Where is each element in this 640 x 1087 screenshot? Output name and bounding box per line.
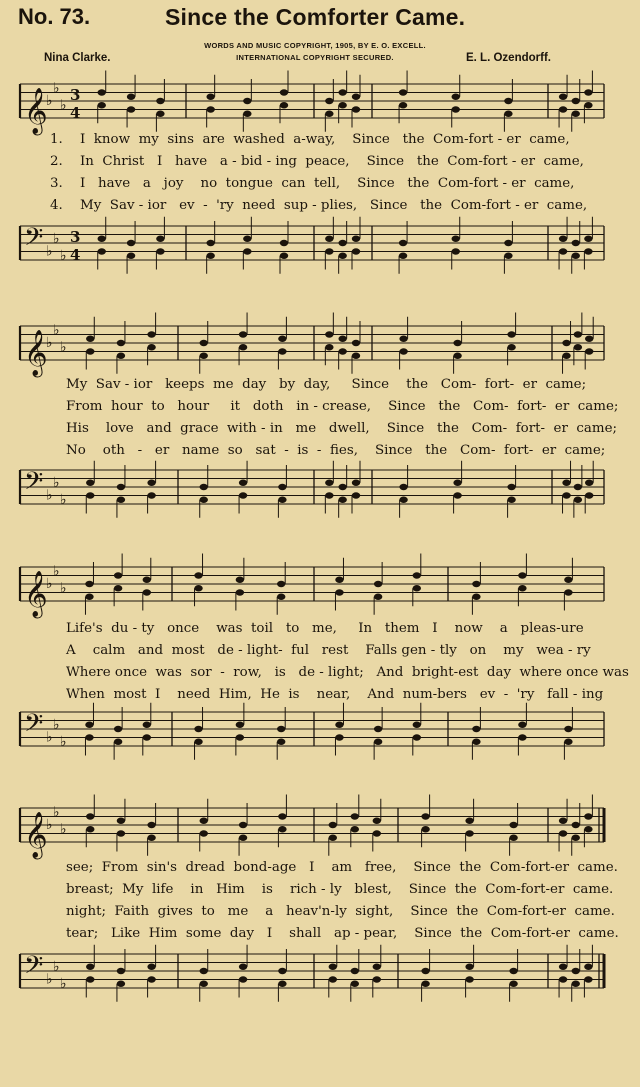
notehead (564, 726, 572, 732)
notehead (421, 968, 429, 974)
flat-icon: ♭ (46, 335, 53, 351)
notehead (114, 572, 122, 578)
notehead (559, 830, 567, 836)
notehead (85, 594, 93, 600)
notehead (143, 722, 151, 728)
notehead (278, 497, 286, 503)
notehead (509, 822, 517, 828)
notehead (584, 89, 592, 95)
verse-1-line-1: 1. I know my sins are washed a-way, Since the Com-fort - er came, (50, 132, 570, 147)
notehead (200, 981, 208, 987)
notehead (559, 236, 567, 242)
notehead (236, 577, 244, 583)
notehead (127, 94, 135, 100)
flat-icon: ♭ (60, 247, 67, 264)
notehead (509, 835, 517, 841)
notehead (143, 734, 151, 740)
notehead (98, 89, 106, 95)
notehead (143, 577, 151, 583)
notehead (206, 240, 214, 246)
notehead (147, 822, 155, 828)
notehead (465, 830, 473, 836)
notehead (373, 830, 381, 836)
notehead (507, 331, 515, 337)
notehead (147, 331, 155, 337)
notehead (200, 340, 208, 346)
notehead (352, 106, 360, 112)
verse-3-line-2: His love and grace with - in me dwell, Since the Com- fort- er came; (66, 421, 618, 436)
treble-clef-icon: 𝄞 (24, 88, 48, 134)
hymn-number: No. 73. (18, 4, 91, 29)
notehead (504, 111, 512, 117)
notehead (325, 111, 333, 117)
notehead (338, 89, 346, 95)
notehead (239, 344, 247, 350)
notehead (452, 248, 460, 254)
notehead (243, 98, 251, 104)
notehead (399, 497, 407, 503)
verse-3-line-4: night; Faith gives to me a heav'n-ly sight, Since the Com-fort-er came. (66, 904, 615, 919)
notehead (518, 722, 526, 728)
notehead (114, 726, 122, 732)
notehead (243, 111, 251, 117)
notehead (147, 976, 155, 982)
notehead (325, 480, 333, 486)
notehead (278, 813, 286, 819)
notehead (572, 835, 580, 841)
time-signature-bottom: 4 (70, 104, 81, 122)
verse-3-line-1: 3. I have a joy no tongue can tell, Since the Com-fort - er came, (50, 176, 575, 191)
notehead (117, 818, 125, 824)
notehead (399, 336, 407, 342)
notehead (329, 976, 337, 982)
notehead (352, 94, 360, 100)
notehead (421, 826, 429, 832)
notehead (351, 813, 359, 819)
time-signature-bottom: 4 (70, 246, 81, 264)
notehead (117, 968, 125, 974)
notehead (584, 976, 592, 982)
notehead (507, 344, 515, 350)
notehead (200, 818, 208, 824)
notehead (206, 253, 214, 259)
notehead (564, 577, 572, 583)
notehead (584, 102, 592, 108)
notehead (243, 248, 251, 254)
flat-icon: ♭ (60, 339, 67, 356)
notehead (338, 240, 346, 246)
notehead (584, 248, 592, 254)
notehead (325, 248, 333, 254)
notehead (559, 818, 567, 824)
flat-icon: ♭ (46, 93, 53, 109)
notehead (127, 240, 135, 246)
notehead (465, 976, 473, 982)
notehead (86, 976, 94, 982)
notehead (236, 589, 244, 595)
composer-credit: E. L. Ozendorff. (466, 52, 551, 64)
notehead (329, 822, 337, 828)
notehead (338, 497, 346, 503)
verse-2-line-4: breast; My life in Him is rich - ly blest, Since the Com-fort-er came. (66, 882, 614, 897)
flat-icon: ♭ (53, 716, 60, 733)
notehead (278, 826, 286, 832)
notehead (329, 835, 337, 841)
notehead (352, 340, 360, 346)
notehead (325, 331, 333, 337)
notehead (114, 739, 122, 745)
notehead (399, 484, 407, 490)
notehead (206, 94, 214, 100)
notehead (421, 813, 429, 819)
bass-clef-icon: 𝄢 (24, 709, 44, 744)
flat-icon: ♭ (46, 487, 53, 504)
verse-3-line-3: Where once was sor - row, is de - light; And bright-est day where once was (66, 665, 629, 680)
notehead (200, 830, 208, 836)
notehead (156, 98, 164, 104)
notehead (127, 106, 135, 112)
notehead (452, 106, 460, 112)
copyright-line-1: WORDS AND MUSIC COPYRIGHT, 1905, BY E. O. EXCELL. (204, 41, 426, 50)
notehead (562, 353, 570, 359)
notehead (452, 236, 460, 242)
notehead (277, 581, 285, 587)
notehead (572, 822, 580, 828)
notehead (86, 826, 94, 832)
notehead (574, 484, 582, 490)
notehead (200, 968, 208, 974)
notehead (472, 594, 480, 600)
flat-icon: ♭ (60, 580, 67, 597)
notehead (200, 353, 208, 359)
notehead (465, 818, 473, 824)
notehead (584, 236, 592, 242)
notehead (374, 739, 382, 745)
notehead (352, 236, 360, 242)
flat-icon: ♭ (60, 97, 67, 114)
bass-clef-icon: 𝄢 (24, 223, 44, 258)
notehead (239, 822, 247, 828)
notehead (277, 726, 285, 732)
flat-icon: ♭ (46, 971, 53, 988)
treble-clef-icon: 𝄞 (24, 812, 48, 858)
notehead (572, 98, 580, 104)
notehead (504, 240, 512, 246)
flat-icon: ♭ (46, 817, 53, 833)
notehead (117, 353, 125, 359)
notehead (325, 344, 333, 350)
verse-2-line-3: A calm and most de - light- ful rest Falls gen - tly on my wea - ry (66, 643, 591, 658)
notehead (338, 336, 346, 342)
flat-icon: ♭ (53, 230, 60, 247)
bass-clef-icon: 𝄢 (24, 951, 44, 986)
notehead (399, 89, 407, 95)
notehead (98, 248, 106, 254)
notehead (472, 581, 480, 587)
notehead (335, 577, 343, 583)
notehead (453, 492, 461, 498)
notehead (117, 497, 125, 503)
notehead (584, 826, 592, 832)
time-signature-top: 3 (70, 86, 81, 104)
notehead (399, 348, 407, 354)
notehead (374, 726, 382, 732)
notehead (200, 484, 208, 490)
notehead (352, 353, 360, 359)
notehead (373, 818, 381, 824)
notehead (562, 492, 570, 498)
notehead (194, 572, 202, 578)
notehead (85, 734, 93, 740)
notehead (518, 572, 526, 578)
notehead (559, 94, 567, 100)
flat-icon: ♭ (60, 733, 67, 750)
notehead (194, 726, 202, 732)
notehead (413, 734, 421, 740)
notehead (278, 348, 286, 354)
verse-4-line-4: tear; Like Him some day I shall ap - pear, Since the Com-fort-er came. (66, 926, 619, 941)
notehead (507, 484, 515, 490)
notehead (453, 340, 461, 346)
notehead (147, 480, 155, 486)
notehead (413, 722, 421, 728)
notehead (453, 353, 461, 359)
notehead (572, 968, 580, 974)
notehead (239, 976, 247, 982)
verse-1-line-3: Life's du - ty once was toil to me, In them I now a pleas-ure (66, 621, 584, 636)
notehead (156, 248, 164, 254)
notehead (338, 484, 346, 490)
flat-icon: ♭ (46, 243, 53, 260)
notehead (559, 106, 567, 112)
notehead (413, 585, 421, 591)
notehead (472, 739, 480, 745)
notehead (518, 585, 526, 591)
flat-icon: ♭ (46, 576, 53, 592)
notehead (559, 976, 567, 982)
flat-icon: ♭ (60, 821, 67, 838)
hymn-title: Since the Comforter Came. (165, 4, 466, 30)
notehead (117, 484, 125, 490)
notehead (156, 236, 164, 242)
verse-2-line-2: From hour to hour it doth in - crease, Since the Com- fort- er came; (66, 399, 619, 414)
notehead (280, 253, 288, 259)
notehead (143, 589, 151, 595)
notehead (335, 589, 343, 595)
notehead (239, 964, 247, 970)
notehead (85, 722, 93, 728)
notehead (280, 102, 288, 108)
verse-1-line-4: see; From sin's dread bond-age I am free, Since the Com-fort-er came. (66, 860, 618, 875)
notehead (147, 964, 155, 970)
notehead (559, 248, 567, 254)
flat-icon: ♭ (53, 563, 60, 580)
bass-staff-system-3 (0, 698, 640, 778)
treble-staff-system-3 (0, 553, 640, 617)
notehead (278, 981, 286, 987)
notehead (352, 248, 360, 254)
notehead (351, 981, 359, 987)
notehead (574, 344, 582, 350)
notehead (280, 89, 288, 95)
bass-staff-system-2 (0, 456, 640, 536)
flat-icon: ♭ (60, 975, 67, 992)
copyright-line-2: INTERNATIONAL COPYRIGHT SECURED. (236, 53, 394, 62)
notehead (236, 734, 244, 740)
flat-icon: ♭ (53, 80, 60, 97)
notehead (335, 722, 343, 728)
notehead (114, 585, 122, 591)
notehead (572, 240, 580, 246)
flat-icon: ♭ (53, 804, 60, 821)
notehead (86, 348, 94, 354)
notehead (574, 331, 582, 337)
notehead (243, 236, 251, 242)
notehead (399, 253, 407, 259)
notehead (338, 102, 346, 108)
notehead (236, 722, 244, 728)
notehead (117, 340, 125, 346)
notehead (147, 344, 155, 350)
notehead (399, 240, 407, 246)
flat-icon: ♭ (53, 322, 60, 339)
notehead (373, 976, 381, 982)
notehead (585, 492, 593, 498)
flat-icon: ♭ (46, 729, 53, 746)
notehead (277, 594, 285, 600)
notehead (559, 964, 567, 970)
notehead (147, 492, 155, 498)
notehead (562, 340, 570, 346)
notehead (335, 734, 343, 740)
notehead (325, 492, 333, 498)
notehead (278, 336, 286, 342)
notehead (413, 572, 421, 578)
notehead (352, 492, 360, 498)
notehead (85, 581, 93, 587)
notehead (200, 497, 208, 503)
notehead (509, 981, 517, 987)
verse-1-line-2: My Sav - ior keeps me day by day, Since the Com- fort- er came; (66, 377, 587, 392)
lyricist-credit: Nina Clarke. (44, 52, 111, 64)
time-signature-top: 3 (70, 228, 81, 246)
notehead (239, 492, 247, 498)
flat-icon: ♭ (53, 474, 60, 491)
notehead (562, 480, 570, 486)
notehead (127, 253, 135, 259)
flat-icon: ♭ (53, 958, 60, 975)
notehead (278, 968, 286, 974)
treble-staff-system-4 (0, 794, 640, 858)
notehead (325, 236, 333, 242)
notehead (98, 236, 106, 242)
notehead (472, 726, 480, 732)
treble-staff-system-1 (0, 70, 640, 140)
notehead (585, 336, 593, 342)
notehead (239, 835, 247, 841)
notehead (572, 111, 580, 117)
verse-4-line-1: 4. My Sav - ior ev - 'ry need sup - plies, Since the Com-fort - er came, (50, 198, 588, 213)
notehead (278, 484, 286, 490)
treble-clef-icon: 𝄞 (24, 571, 48, 617)
notehead (86, 480, 94, 486)
notehead (507, 497, 515, 503)
notehead (86, 964, 94, 970)
treble-clef-icon: 𝄞 (24, 330, 48, 376)
notehead (572, 253, 580, 259)
notehead (206, 106, 214, 112)
verse-4-line-2: No oth - er name so sat - is - fies, Since the Com- fort- er came; (66, 443, 606, 458)
verse-2-line-1: 2. In Christ I have a - bid - ing peace, Since the Com-fort - er came, (50, 154, 584, 169)
notehead (147, 835, 155, 841)
notehead (574, 497, 582, 503)
notehead (572, 981, 580, 987)
notehead (98, 102, 106, 108)
notehead (509, 968, 517, 974)
notehead (351, 968, 359, 974)
notehead (564, 589, 572, 595)
notehead (280, 240, 288, 246)
notehead (465, 964, 473, 970)
notehead (86, 492, 94, 498)
verse-4-line-3: When most I need Him, He is near, And num-bers ev - 'ry fall - ing (66, 687, 604, 702)
notehead (421, 981, 429, 987)
notehead (117, 981, 125, 987)
notehead (277, 739, 285, 745)
notehead (452, 94, 460, 100)
notehead (194, 739, 202, 745)
notehead (352, 480, 360, 486)
notehead (338, 253, 346, 259)
notehead (325, 98, 333, 104)
notehead (504, 98, 512, 104)
notehead (194, 585, 202, 591)
notehead (329, 964, 337, 970)
notehead (585, 348, 593, 354)
notehead (239, 480, 247, 486)
flat-icon: ♭ (60, 491, 67, 508)
notehead (86, 813, 94, 819)
treble-staff-system-2 (0, 312, 640, 376)
notehead (453, 480, 461, 486)
notehead (504, 253, 512, 259)
notehead (399, 102, 407, 108)
notehead (373, 964, 381, 970)
notehead (584, 964, 592, 970)
notehead (338, 348, 346, 354)
notehead (117, 830, 125, 836)
notehead (564, 739, 572, 745)
notehead (374, 594, 382, 600)
bass-staff-system-1 (0, 212, 640, 292)
notehead (156, 111, 164, 117)
bass-clef-icon: 𝄢 (24, 467, 44, 502)
notehead (518, 734, 526, 740)
notehead (374, 581, 382, 587)
notehead (351, 826, 359, 832)
notehead (585, 480, 593, 486)
notehead (86, 336, 94, 342)
bass-staff-system-4 (0, 940, 640, 1030)
notehead (239, 331, 247, 337)
notehead (584, 813, 592, 819)
